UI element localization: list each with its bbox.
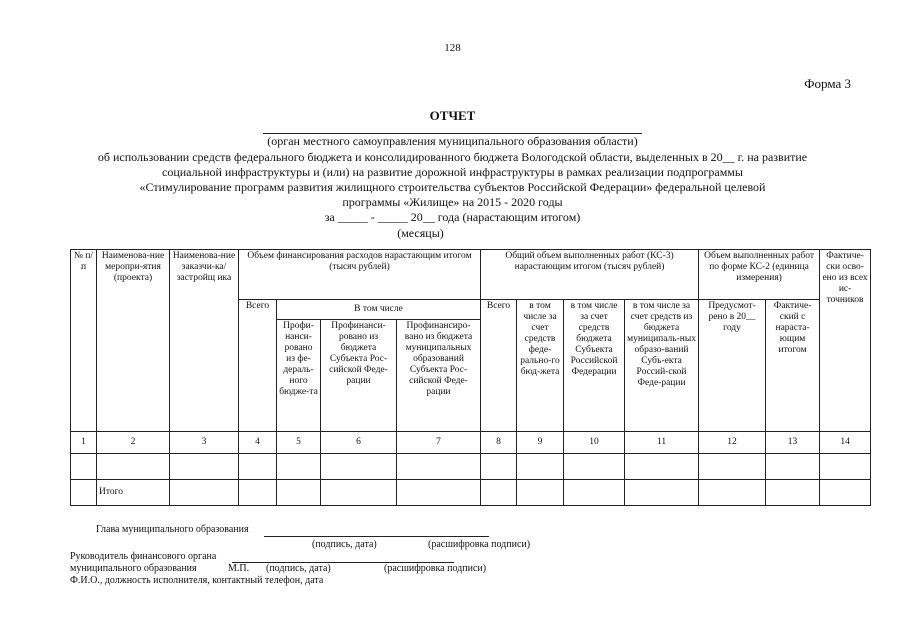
description-line-2: социальной инфраструктуры и (или) на развитие дорожной инфраструктуры в рамках реализации подпрограммы	[162, 165, 743, 179]
header-fin-total: Всего	[239, 300, 277, 432]
report-table	[70, 249, 871, 506]
head-decode-caption: (расшифровка подписи)	[428, 539, 531, 550]
empty-cell[interactable]	[766, 454, 820, 480]
empty-cell[interactable]	[564, 480, 625, 506]
header-planned: Предусмот-рено в 20__ году	[699, 300, 766, 432]
header-work-group: Общий объем выполненных работ (КС-3) нарастающим итогом (тысяч рублей)	[481, 250, 699, 300]
col-number: 14	[820, 432, 871, 454]
header-work-federal: в том числе за счет средств феде-рально-го бюд-жета	[517, 300, 564, 432]
col-number: 1	[71, 432, 97, 454]
header-num: № п/п	[71, 250, 97, 432]
header-customer: Наименова-ние заказчи-ка/застройщ ика	[170, 250, 239, 432]
empty-cell[interactable]	[321, 454, 397, 480]
period-line: за _____ - _____ 20__ года (нарастающим итогом)	[324, 210, 581, 224]
stamp-label: М.П.	[228, 563, 250, 574]
header-fin-federal: Профи-нанси-ровано из фе-дераль-ного бюдже-та	[277, 320, 321, 432]
empty-cell[interactable]	[481, 480, 517, 506]
header-including: В том числе	[277, 300, 481, 320]
form-label: Форма 3	[804, 76, 851, 91]
head-signature-label: Глава муниципального образования	[96, 524, 249, 535]
header-work-total: Всего	[481, 300, 517, 432]
col-number: 8	[481, 432, 517, 454]
empty-cell[interactable]	[820, 454, 871, 480]
col-number: 11	[625, 432, 699, 454]
empty-cell[interactable]	[277, 454, 321, 480]
empty-cell[interactable]	[625, 480, 699, 506]
description-line-4: программы «Жилище» на 2015 - 2020 годы	[342, 195, 563, 209]
fin-head-label-2: муниципального образования	[70, 563, 197, 574]
months-caption: (месяцы)	[397, 226, 444, 240]
empty-cell[interactable]	[71, 480, 97, 506]
empty-cell[interactable]	[239, 454, 277, 480]
empty-cell[interactable]	[239, 480, 277, 506]
organ-caption-text: (орган местного самоуправления муниципального образования области)	[263, 133, 641, 148]
col-number: 12	[699, 432, 766, 454]
organ-caption	[0, 134, 905, 149]
head-sign-caption: (подпись, дата)	[312, 539, 377, 550]
executor-info: Ф.И.О., должность исполнителя, контактный телефон, дата	[70, 575, 324, 586]
empty-cell[interactable]	[277, 480, 321, 506]
header-financing-group: Объем финансирования расходов нарастающим итогом (тысяч рублей)	[239, 250, 481, 300]
fin-head-label: Руководитель финансового органа	[70, 551, 217, 562]
header-ks2-group: Объем выполненных работ по форме КС-2 (единица измерения)	[699, 250, 820, 300]
header-fact-cumulative: Фактиче-ский с нараста-ющим итогом	[766, 300, 820, 432]
total-label: Итого	[97, 480, 170, 506]
col-number: 4	[239, 432, 277, 454]
header-measure: Наименова-ние меропри-ятия (проекта)	[97, 250, 170, 432]
empty-cell[interactable]	[564, 454, 625, 480]
page-number: 128	[444, 42, 461, 54]
head-signature-line[interactable]	[264, 536, 489, 537]
empty-cell[interactable]	[170, 454, 239, 480]
empty-cell[interactable]	[517, 480, 564, 506]
col-number: 9	[517, 432, 564, 454]
col-number: 10	[564, 432, 625, 454]
description-line-1: об использовании средств федерального бюджета и консолидированного бюджета Вологодской области, выделенных в 20__ г. на развитие	[97, 150, 808, 164]
header-fin-subject: Профинанси-ровано из бюджета Субъекта Рос-сийской Феде-рации	[321, 320, 397, 432]
empty-cell[interactable]	[699, 480, 766, 506]
description-line-3: «Стимулирование программ развития жилищного строительства субъектов Российской Федерации» федеральной целевой	[139, 180, 766, 194]
header-actual: Фактиче-ски осво-ено из всех ис-точников	[820, 250, 871, 432]
col-number: 2	[97, 432, 170, 454]
empty-cell[interactable]	[699, 454, 766, 480]
col-number: 13	[766, 432, 820, 454]
empty-cell[interactable]	[397, 454, 481, 480]
empty-cell[interactable]	[97, 454, 170, 480]
fin-head-sign-caption: (подпись, дата)	[266, 563, 331, 574]
empty-cell[interactable]	[766, 480, 820, 506]
empty-cell[interactable]	[625, 454, 699, 480]
col-number: 6	[321, 432, 397, 454]
fin-head-decode-caption: (расшифровка подписи)	[384, 563, 487, 574]
header-work-municipal: в том числе за счет средств из бюджета муниципаль-ных образо-ваний Субъ-екта Россий-ской Феде-рации	[625, 300, 699, 432]
total-row	[71, 480, 871, 506]
empty-cell[interactable]	[321, 480, 397, 506]
empty-cell[interactable]	[517, 454, 564, 480]
header-work-subject: в том числе за счет средств бюджета Субъекта Российской Федерации	[564, 300, 625, 432]
report-title: ОТЧЕТ	[429, 108, 476, 123]
table-row	[71, 454, 871, 480]
column-number-row	[71, 432, 871, 454]
empty-cell[interactable]	[397, 480, 481, 506]
col-number: 3	[170, 432, 239, 454]
empty-cell[interactable]	[170, 480, 239, 506]
empty-cell[interactable]	[820, 480, 871, 506]
col-number: 5	[277, 432, 321, 454]
col-number: 7	[397, 432, 481, 454]
empty-cell[interactable]	[481, 454, 517, 480]
header-fin-municipal: Профинансиро-вано из бюджета муниципальных образований Субъекта Рос-сийской Феде-рации	[397, 320, 481, 432]
empty-cell[interactable]	[71, 454, 97, 480]
